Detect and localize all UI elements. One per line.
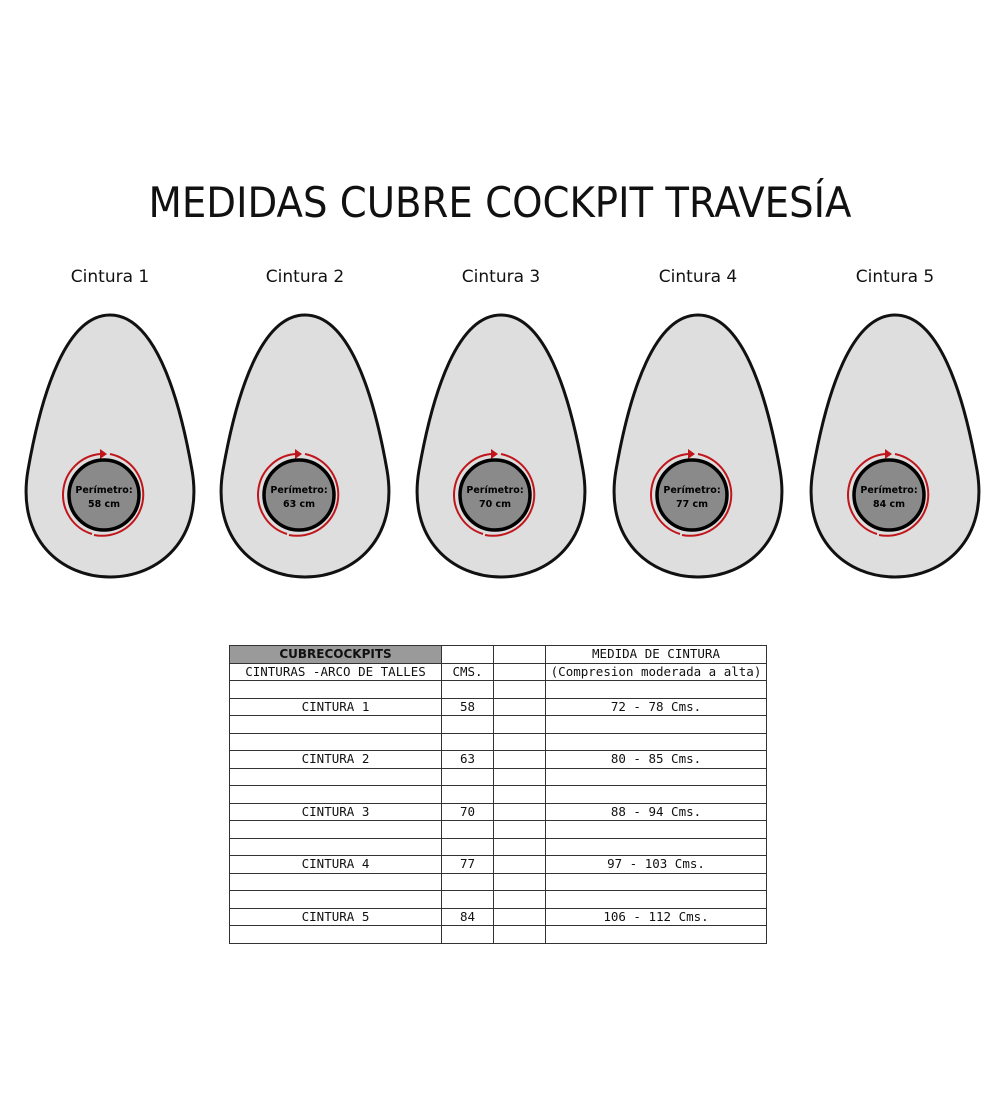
row-cms: 63 bbox=[442, 751, 494, 769]
size-label: Cintura 3 bbox=[461, 267, 541, 287]
row-measure: 88 - 94 Cms. bbox=[546, 803, 767, 821]
cockpit-cover-diagram bbox=[797, 300, 993, 590]
table-spacer-row bbox=[230, 891, 767, 909]
row-cms: 84 bbox=[442, 908, 494, 926]
row-cms: 58 bbox=[442, 698, 494, 716]
size-diagram-3 bbox=[403, 0, 599, 600]
teardrop-cover-shape bbox=[417, 315, 585, 577]
table-spacer-row bbox=[230, 768, 767, 786]
cockpit-cover-diagram bbox=[403, 300, 599, 590]
row-cms: 70 bbox=[442, 803, 494, 821]
measure-header-cell: MEDIDA DE CINTURA bbox=[546, 646, 767, 664]
perimeter-value: 70 cm bbox=[478, 499, 512, 510]
size-diagram-1 bbox=[12, 0, 208, 600]
table-spacer-row bbox=[230, 733, 767, 751]
size-diagram-4 bbox=[600, 0, 796, 600]
row-name: CINTURA 4 bbox=[230, 856, 442, 874]
row-name: CINTURA 2 bbox=[230, 751, 442, 769]
table-header-row bbox=[230, 646, 767, 664]
table-spacer-row bbox=[230, 873, 767, 891]
perimeter-value: 58 cm bbox=[87, 499, 121, 510]
table-row bbox=[230, 698, 767, 716]
row-measure: 72 - 78 Cms. bbox=[546, 698, 767, 716]
page-title: MEDIDAS CUBRE COCKPIT TRAVESÍA bbox=[148, 178, 852, 228]
size-diagram-5 bbox=[797, 0, 993, 600]
teardrop-cover-shape bbox=[26, 315, 194, 577]
table-spacer-row bbox=[230, 926, 767, 944]
perimeter-value: 63 cm bbox=[282, 499, 316, 510]
perimeter-value: 84 cm bbox=[872, 499, 906, 510]
table-row bbox=[230, 803, 767, 821]
size-label: Cintura 5 bbox=[855, 267, 935, 287]
perimeter-label: Perímetro: bbox=[466, 485, 524, 496]
perimeter-label: Perímetro: bbox=[270, 485, 328, 496]
table-spacer-row bbox=[230, 821, 767, 839]
table-spacer-row bbox=[230, 716, 767, 734]
table-spacer-row bbox=[230, 786, 767, 804]
table-row bbox=[230, 751, 767, 769]
perimeter-label: Perímetro: bbox=[663, 485, 721, 496]
compression-subheader-cell: (Compresion moderada a alta) bbox=[546, 663, 767, 681]
table-title-cell: CUBRECOCKPITS bbox=[230, 646, 442, 664]
sizes-table bbox=[229, 645, 767, 944]
table-row bbox=[230, 908, 767, 926]
size-label: Cintura 2 bbox=[265, 267, 345, 287]
size-label: Cintura 1 bbox=[70, 267, 150, 287]
row-measure: 97 - 103 Cms. bbox=[546, 856, 767, 874]
cockpit-cover-diagram bbox=[207, 300, 403, 590]
perimeter-value: 77 cm bbox=[675, 499, 709, 510]
cms-subheader-cell: CMS. bbox=[442, 663, 494, 681]
teardrop-cover-shape bbox=[221, 315, 389, 577]
size-diagram-2 bbox=[207, 0, 403, 600]
row-measure: 80 - 85 Cms. bbox=[546, 751, 767, 769]
cockpit-cover-diagram bbox=[12, 300, 208, 590]
sizes-subheader-cell: CINTURAS -ARCO DE TALLES bbox=[230, 663, 442, 681]
cockpit-cover-diagram bbox=[600, 300, 796, 590]
table-subheader-row bbox=[230, 663, 767, 681]
teardrop-cover-shape bbox=[811, 315, 979, 577]
row-measure: 106 - 112 Cms. bbox=[546, 908, 767, 926]
teardrop-cover-shape bbox=[614, 315, 782, 577]
row-cms: 77 bbox=[442, 856, 494, 874]
perimeter-label: Perímetro: bbox=[860, 485, 918, 496]
row-name: CINTURA 3 bbox=[230, 803, 442, 821]
table-spacer-row bbox=[230, 681, 767, 699]
table-spacer-row bbox=[230, 838, 767, 856]
table-row bbox=[230, 856, 767, 874]
row-name: CINTURA 5 bbox=[230, 908, 442, 926]
perimeter-label: Perímetro: bbox=[75, 485, 133, 496]
row-name: CINTURA 1 bbox=[230, 698, 442, 716]
size-label: Cintura 4 bbox=[658, 267, 738, 287]
